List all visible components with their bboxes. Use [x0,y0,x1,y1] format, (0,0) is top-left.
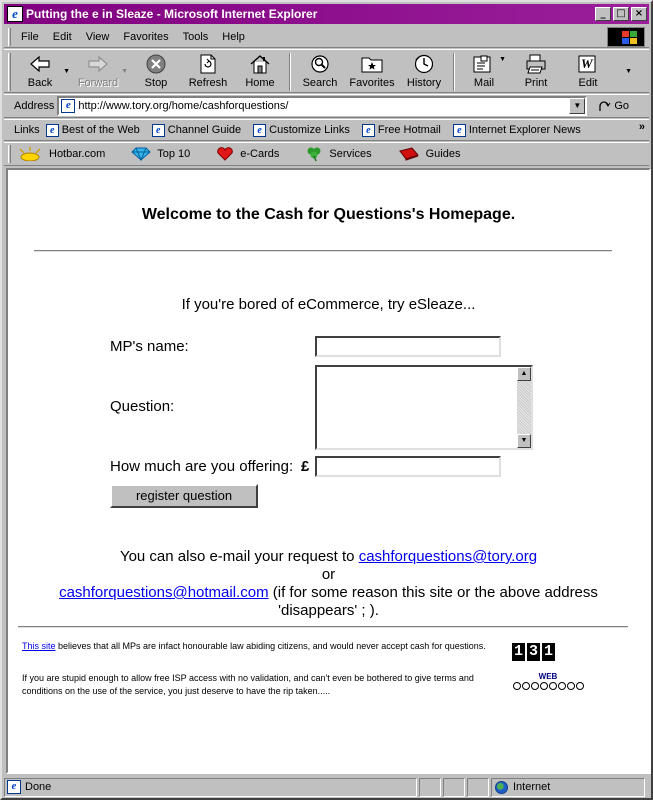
hotbar-item-e-cards[interactable]: e-Cards [216,147,279,161]
menu-favorites[interactable]: Favorites [123,30,169,43]
page-icon: e [453,124,466,137]
search-icon [308,53,332,75]
home-button[interactable]: Home [234,50,286,92]
link-channel-guide[interactable]: e Channel Guide [152,124,241,137]
refresh-icon [196,53,220,75]
scroll-down-arrow-icon[interactable]: ▼ [517,434,531,448]
back-arrow-icon [28,53,52,75]
maximize-button[interactable]: □ [613,7,629,21]
page-title: Welcome to the Cash for Questions's Homepage. [141,206,516,223]
status-bar [4,776,649,798]
tagline: If you're bored of eCommerce, try eSleaze... [181,296,476,313]
heart-icon [216,147,234,161]
mail-button[interactable]: Mail ▼ [458,50,510,92]
currency-symbol: £ [301,458,310,475]
forward-button[interactable]: Forward ▼ [72,50,124,92]
this-site-link[interactable]: This site [22,641,56,651]
status-text: Done [25,781,52,793]
menu-bar [4,26,649,48]
toolbar-grip[interactable] [8,28,11,46]
minimize-button[interactable]: _ [595,7,611,21]
menu-file[interactable]: File [21,30,39,43]
page-icon: e [7,780,21,794]
print-icon [524,53,548,75]
edit-button[interactable]: W Edit ▼ [562,50,614,92]
link-free-hotmail[interactable]: e Free Hotmail [362,124,441,137]
address-dropdown-button[interactable]: ▼ [569,98,585,114]
page-icon: e [46,124,59,137]
page-icon: e [253,124,266,137]
page-icon: e [362,124,375,137]
svg-text:W: W [581,56,593,71]
disappears-text: 'disappears' ; ). [278,602,379,619]
toolbar-grip[interactable] [8,145,11,163]
word-edit-icon [576,53,600,75]
edit-dropdown-icon[interactable]: ▼ [625,68,632,75]
stop-button[interactable]: Stop [130,50,182,92]
warning-paragraph: If you are stupid enough to allow free ISP access with no validation, and can't even be bothered to give terms and conditions on the use of the service, you just deserve to have the rip taken..... [22,673,474,696]
links-more-chevron-icon[interactable]: » [638,121,645,133]
scroll-up-arrow-icon[interactable]: ▲ [517,367,531,381]
page-viewport [6,168,651,774]
go-button[interactable] [597,99,629,113]
status-text-panel [4,778,417,797]
address-label: Address [14,100,55,112]
go-label: Go [614,100,630,112]
link-ie-news[interactable]: e Internet Explorer News [453,124,581,137]
close-button[interactable]: × [631,7,647,21]
forward-dropdown-icon[interactable]: ▼ [121,68,128,75]
address-bar [4,94,649,118]
email-link-hotmail[interactable]: cashforquestions@hotmail.com [59,584,269,601]
links-label: Links [14,124,40,136]
register-question-button[interactable]: register question [110,484,258,508]
menu-tools[interactable]: Tools [182,30,209,43]
refresh-button[interactable]: Refresh [182,50,234,92]
mp-name-input[interactable] [315,336,501,357]
hotbar [4,142,649,166]
hotbar-item-top-10[interactable]: Top 10 [131,147,190,161]
menu-view[interactable]: View [85,30,110,43]
email-link-tory[interactable]: cashforquestions@tory.org [358,548,538,565]
question-textarea[interactable] [315,365,533,450]
divider [34,250,612,252]
favorites-folder-icon [360,53,384,75]
sun-icon [17,147,43,161]
stop-icon [144,53,168,75]
divider [18,626,628,628]
diamond-icon [131,147,151,161]
offer-input[interactable] [315,456,501,477]
history-icon [412,53,436,75]
offer-label: How much are you offering: [110,458,294,475]
ie-logo-icon: e [7,6,23,22]
windows-logo-icon [607,27,645,47]
hotbar-item-guides[interactable]: Guides [398,147,461,161]
menu-help[interactable]: Help [222,30,245,43]
favorites-button[interactable]: Favorites [346,50,398,92]
link-best-of-the-web[interactable]: e Best of the Web [46,124,140,137]
clover-icon [305,146,323,162]
book-icon [398,147,420,161]
zone-text: Internet [513,781,551,793]
or-text: or [321,566,336,583]
menu-edit[interactable]: Edit [52,30,72,43]
hit-counter: 1 3 1 [513,643,553,660]
back-dropdown-icon[interactable]: ▼ [63,68,70,75]
page-icon: e [152,124,165,137]
title-bar [4,4,649,24]
globe-icon [495,781,508,794]
print-button[interactable]: Print [510,50,562,92]
page-icon: e [61,99,75,113]
email-block: You can also e-mail your request to cashforquestions@tory.org or cashforquestions@hotmail.com (if for some reason this site or the above address 'disappears' ; ). [8,548,649,620]
history-button[interactable]: History [398,50,450,92]
home-icon [248,53,272,75]
disclaimer-paragraph: This site believes that all MPs are infact honourable law abiding citizens, and would never accept cash for questions. [22,641,486,651]
security-zone-panel [491,778,645,797]
link-customize-links[interactable]: e Customize Links [253,124,350,137]
web-counter-badge[interactable]: WEB [508,672,588,690]
standard-toolbar [4,49,649,93]
links-bar [4,119,649,141]
hotbar-item-hotbar-com[interactable]: Hotbar.com [17,147,105,161]
toolbar-grip[interactable] [8,53,11,91]
mp-name-label: MP's name: [110,338,189,355]
question-scrollbar[interactable] [517,367,531,448]
mail-icon [472,53,496,75]
question-label: Question: [110,398,175,415]
search-button[interactable]: Search [294,50,346,92]
window-title: Putting the e in Sleaze - Microsoft Internet Explorer [26,7,318,21]
back-button[interactable]: Back ▼ [14,50,66,92]
forward-arrow-icon [86,53,110,75]
mail-dropdown-icon[interactable]: ▼ [499,56,506,63]
address-url[interactable]: http://www.tory.org/home/cashforquestions/ [78,100,289,112]
address-input[interactable] [57,96,587,116]
hotbar-item-services[interactable]: Services [305,146,371,162]
go-arrow-icon [597,99,611,113]
